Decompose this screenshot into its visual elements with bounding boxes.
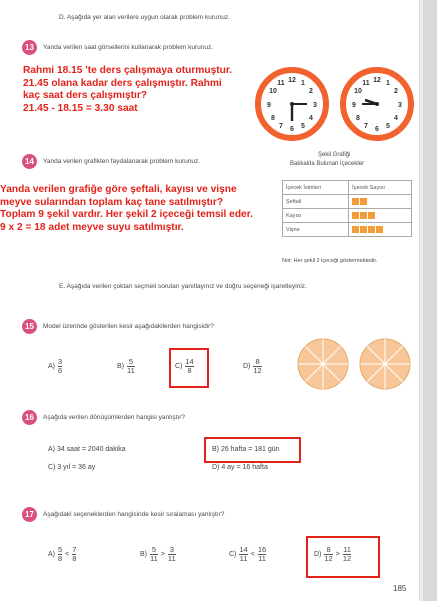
q17-option-a[interactable] <box>48 546 76 563</box>
q14-answer-line1: Yanda verilen grafiğe göre şeftali, kayısı ve vişne <box>0 184 237 195</box>
option-letter: D) <box>314 551 322 558</box>
chart-title: Şekil Grafiği <box>318 152 351 158</box>
pictograph-square-icon <box>376 226 383 233</box>
question-number-14: 14 <box>22 154 37 169</box>
question-number-13: 13 <box>22 40 37 55</box>
numerator: 5 <box>151 545 156 554</box>
clock-icon-left <box>254 66 330 142</box>
q13-answer <box>23 65 232 115</box>
option-letter: B) <box>140 551 147 558</box>
fraction <box>324 546 332 563</box>
fraction <box>127 358 135 375</box>
pictograph-square-icon <box>360 212 367 219</box>
svg-text:9: 9 <box>267 102 271 109</box>
comparison-sign: < <box>65 551 70 558</box>
svg-text:10: 10 <box>354 88 362 95</box>
denominator: 8 <box>58 554 63 563</box>
pictograph-square-icon <box>352 212 359 219</box>
question-number-16: 16 <box>22 410 37 425</box>
numerator: 5 <box>58 545 63 554</box>
svg-text:6: 6 <box>290 126 294 133</box>
numerator: 14 <box>239 545 248 554</box>
page-edge-highlight <box>420 0 423 601</box>
numerator: 3 <box>58 357 63 366</box>
numerator: 7 <box>72 545 77 554</box>
svg-text:3: 3 <box>313 102 317 109</box>
denominator: 12 <box>253 366 262 375</box>
fraction <box>258 546 266 563</box>
denominator: 11 <box>150 554 158 563</box>
option-letter: B) <box>117 363 124 370</box>
pictograph-square-icon <box>360 226 367 233</box>
q15-option-a[interactable] <box>48 358 62 375</box>
fraction <box>72 546 76 563</box>
fraction <box>168 546 176 563</box>
svg-text:9: 9 <box>352 102 356 109</box>
q13-text: Yanda verilen saat görsellerini kullanarak problem kurunuz. <box>43 44 214 51</box>
q16-option-c[interactable]: C) 3 yıl = 36 ay <box>48 464 96 471</box>
pictograph-square-icon <box>352 226 359 233</box>
denominator: 11 <box>239 554 248 563</box>
q14-answer <box>0 184 253 234</box>
q17-option-c[interactable] <box>229 546 266 563</box>
svg-text:4: 4 <box>394 115 398 122</box>
fraction <box>58 546 62 563</box>
svg-text:8: 8 <box>271 115 275 122</box>
col-name-header: İçecek İsimleri <box>283 181 349 195</box>
svg-text:7: 7 <box>364 123 368 130</box>
svg-text:5: 5 <box>386 123 390 130</box>
q14-text: Yanda verilen grafikten faydalanarak problem kurunuz. <box>43 158 201 165</box>
numerator: 8 <box>326 545 331 554</box>
option-letter: C) <box>175 363 183 370</box>
q17-option-d[interactable] <box>314 546 351 563</box>
svg-text:6: 6 <box>375 126 379 133</box>
fraction <box>150 546 158 563</box>
denominator: 11 <box>258 554 266 563</box>
svg-text:10: 10 <box>269 88 277 95</box>
clock-icon-right <box>339 66 415 142</box>
q16-option-a[interactable]: A) 34 saat = 2040 dakika <box>48 446 126 453</box>
option-letter: A) <box>48 363 55 370</box>
q13-answer-line3: kaç saat ders çalışmıştır? <box>23 90 148 101</box>
col-count-header: İçecek Sayısı <box>349 181 412 195</box>
denominator: 8 <box>187 366 192 375</box>
fraction <box>253 358 261 375</box>
comparison-sign: < <box>250 551 255 558</box>
svg-text:7: 7 <box>279 123 283 130</box>
numerator: 8 <box>255 357 260 366</box>
pictograph-square-icon <box>368 226 375 233</box>
fraction-model-circles <box>296 337 414 391</box>
svg-text:2: 2 <box>394 88 398 95</box>
comparison-sign: > <box>335 551 340 558</box>
q17-text: Aşağıdaki seçeneklerden hangisinde kesir sıralaması yanlıştır? <box>43 511 225 518</box>
q13-answer-line4: 21.45 - 18.15 = 3.30 saat <box>23 102 138 114</box>
page-number: 185 <box>393 584 407 593</box>
q14-answer-line2: meyve sularından toplam kaç tane satılmıştır? <box>0 196 224 208</box>
numerator: 16 <box>257 545 267 554</box>
denominator: 11 <box>167 554 176 563</box>
svg-text:1: 1 <box>301 80 305 87</box>
numerator: 5 <box>128 357 133 366</box>
q15-option-d[interactable] <box>243 358 262 375</box>
denominator: 12 <box>342 554 352 563</box>
pictograph-square-icon <box>352 198 359 205</box>
q15-text: Model üzerinde gösterilen kesir aşağıdakilerden hangisidir? <box>43 323 214 330</box>
q15-option-c[interactable] <box>175 358 194 375</box>
option-letter: A) <box>48 551 55 558</box>
q14-answer-line3: Toplam 9 şekil vardır. Her şekil 2 içeceği temsil eder. <box>0 209 253 220</box>
chart-subtitle: Bakkalda Bulunan İçecekler <box>290 161 365 167</box>
q17-option-b[interactable] <box>140 546 176 563</box>
icon-cell <box>349 209 412 223</box>
pictograph-square-icon <box>360 198 367 205</box>
denominator: 11 <box>127 366 135 375</box>
numerator: 11 <box>343 545 351 554</box>
numerator: 3 <box>169 545 174 554</box>
svg-text:11: 11 <box>277 80 285 87</box>
denominator: 12 <box>324 554 333 563</box>
pictograph-square-icon <box>368 212 375 219</box>
q15-option-b[interactable] <box>117 358 135 375</box>
pictograph-table <box>282 180 412 237</box>
svg-text:4: 4 <box>309 115 313 122</box>
section-e-heading: E. Aşağıda verilen çoktan seçmeli soruları yanıtlayınız ve doğru seçeneği işaretleyiniz. <box>59 283 307 290</box>
icon-cell <box>349 223 412 237</box>
q16-option-d[interactable]: D) 4 ay = 16 hafta <box>212 464 268 471</box>
svg-text:5: 5 <box>301 123 305 130</box>
svg-text:2: 2 <box>309 88 313 95</box>
fraction <box>185 358 193 375</box>
denominator: 6 <box>58 366 63 375</box>
q13-answer-line2: 21.45 olana kadar ders çalışmıştır. Rahmi <box>23 77 222 89</box>
comparison-sign: > <box>160 551 165 558</box>
svg-text:12: 12 <box>288 77 296 84</box>
q14-answer-line4: 9 x 2 = 18 adet meyve suyu satılmıştır. <box>0 221 184 233</box>
q16-option-b[interactable]: B) 26 hafta = 181 gün <box>212 446 280 453</box>
chart-note: Not: Her şekil 2 içeceği göstermektedir. <box>282 258 378 264</box>
q16-text: Aşağıda verilen dönüşümlerden hangisi yanlıştır? <box>43 414 186 421</box>
svg-text:3: 3 <box>398 102 402 109</box>
svg-text:8: 8 <box>356 115 360 122</box>
option-letter: C) <box>229 551 237 558</box>
fraction <box>239 546 247 563</box>
fraction <box>58 358 62 375</box>
fraction <box>343 546 351 563</box>
row-label: Şeftali <box>283 195 349 209</box>
numerator: 14 <box>185 357 194 366</box>
question-number-17: 17 <box>22 507 37 522</box>
svg-text:12: 12 <box>373 77 381 84</box>
svg-text:11: 11 <box>362 80 370 87</box>
svg-text:1: 1 <box>386 80 390 87</box>
q13-answer-line1: Rahmi 18.15 'te ders çalışmaya oturmuştur. <box>23 65 233 76</box>
question-number-15: 15 <box>22 319 37 334</box>
icon-cell <box>349 195 412 209</box>
row-label: Kayısı <box>283 209 349 223</box>
section-d-heading: D. Aşağıda yer alan verilere uygun olarak problem kurunuz. <box>59 14 230 21</box>
option-letter: D) <box>243 363 251 370</box>
row-label: Vişne <box>283 223 349 237</box>
denominator: 8 <box>72 554 77 563</box>
